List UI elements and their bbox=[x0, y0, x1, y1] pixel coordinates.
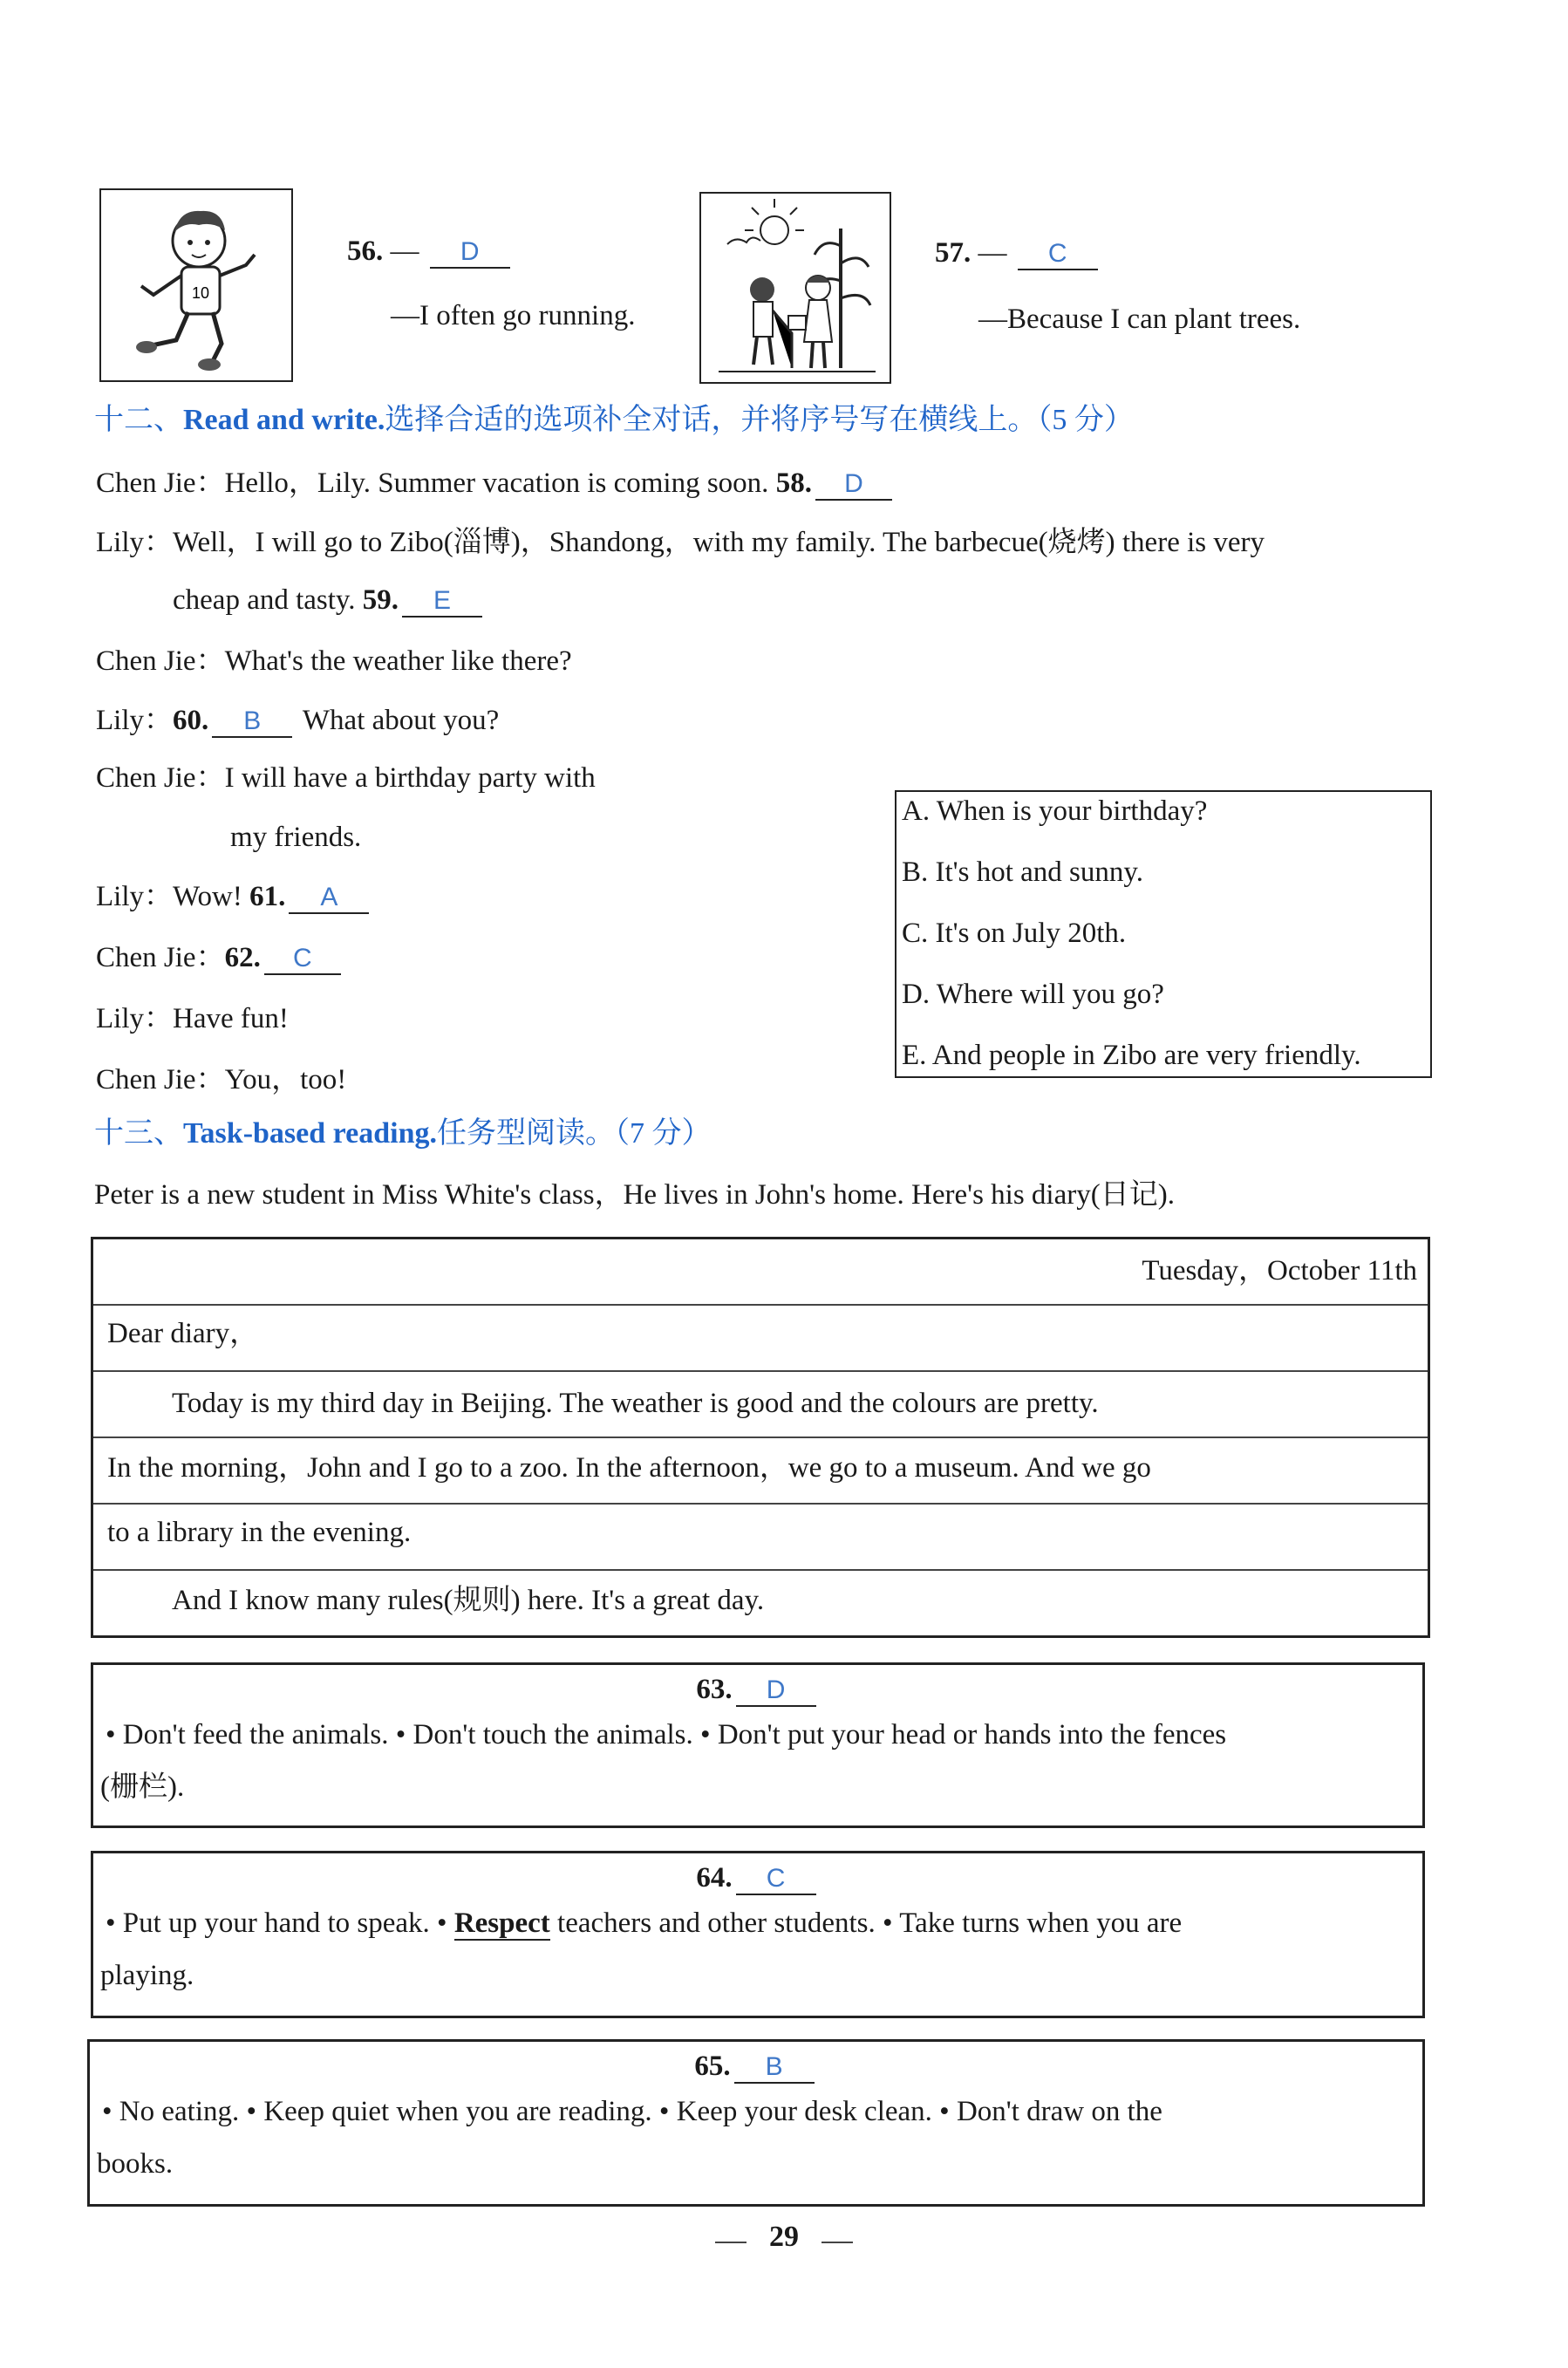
answer-63-blank[interactable]: D bbox=[736, 1675, 816, 1707]
rule-64-line-1: • Put up your hand to speak. • Respect teachers and other students. • Take turns when you are bbox=[106, 1907, 1183, 1939]
diary-box bbox=[91, 1237, 1430, 1638]
children-planting-tree-illustration bbox=[699, 192, 891, 384]
section-13-intro: Peter is a new student in Miss White's class，He lives in John's home. Here's his diary(日记). bbox=[94, 1179, 1175, 1211]
diary-line-4: And I know many rules(规则) here. It's a great day. bbox=[172, 1585, 765, 1616]
section-13-title: 十三、Task-based reading.任务型阅读。（7 分） bbox=[94, 1117, 712, 1150]
reply-56: —I often go running. bbox=[391, 300, 636, 331]
dialogue-line-3: cheap and tasty. 59. E bbox=[173, 583, 486, 618]
dialogue-line-9: Chen Jie：62. C bbox=[96, 940, 344, 975]
option-b: B. It's hot and sunny. bbox=[902, 856, 1143, 888]
boy-running-icon bbox=[101, 190, 291, 380]
rule-box-65: 65. B • No eating. • Keep quiet when you are reading. • Keep your desk clean. • Don't draw on the books. bbox=[87, 2039, 1425, 2207]
boy-running-illustration bbox=[99, 188, 293, 382]
section-12-title: 十二、Read and write.选择合适的选项补全对话，并将序号写在横线上。（5 分） bbox=[94, 404, 1134, 436]
diary-line-2: In the morning，John and I go to a zoo. In the afternoon，we go to a museum. And we go bbox=[93, 1438, 1428, 1505]
answer-64-blank[interactable]: C bbox=[736, 1864, 816, 1895]
rule-63-line-1: • Don't feed the animals. • Don't touch the animals. • Don't put your head or hands into the fences bbox=[106, 1719, 1227, 1750]
planting-tree-icon bbox=[701, 194, 890, 382]
answer-62-blank[interactable]: C bbox=[264, 944, 341, 975]
rule-64-line-2: playing. bbox=[100, 1960, 194, 1991]
dialogue-line-4: Chen Jie：What's the weather like there? bbox=[96, 645, 572, 677]
reply-57: —Because I can plant trees. bbox=[978, 304, 1301, 335]
rule-65-line-2: books. bbox=[97, 2148, 174, 2180]
answer-56-blank[interactable]: D bbox=[430, 237, 510, 269]
dialogue-line-10: Lily：Have fun! bbox=[96, 1003, 289, 1034]
dialogue-line-8: Lily：Wow! 61. A bbox=[96, 879, 372, 914]
answer-65-blank[interactable]: B bbox=[734, 2052, 815, 2084]
dialogue-line-5: Lily：60. B What about you? bbox=[96, 705, 500, 736]
answer-58-blank[interactable]: D bbox=[815, 469, 892, 501]
dialogue-line-6: Chen Jie：I will have a birthday party with bbox=[96, 762, 596, 794]
diary-date: Tuesday，October 11th bbox=[93, 1239, 1428, 1306]
rule-63-line-2: (栅栏). bbox=[100, 1771, 185, 1803]
option-c: C. It's on July 20th. bbox=[902, 918, 1127, 949]
dialogue-line-2: Lily：Well，I will go to Zibo(淄博)，Shandong，with my family. The barbecue(烧烤) there is very bbox=[96, 527, 1265, 558]
rule-box-63: 63. D • Don't feed the animals. • Don't touch the animals. • Don't put your head or hands into the fences (栅栏). bbox=[91, 1662, 1425, 1828]
diary-greeting: Dear diary， bbox=[93, 1306, 1428, 1372]
answer-57-blank[interactable]: C bbox=[1018, 239, 1098, 270]
dialogue-line-1: Chen Jie：Hello，Lily. Summer vacation is coming soon. 58. D bbox=[96, 466, 896, 501]
option-e: E. And people in Zibo are very friendly. bbox=[902, 1040, 1361, 1071]
answer-61-blank[interactable]: A bbox=[289, 883, 369, 914]
answer-59-blank[interactable]: E bbox=[402, 586, 482, 618]
shirt-number: 10 bbox=[192, 284, 210, 302]
rule-box-64: 64. C • Put up your hand to speak. • Respect teachers and other students. • Take turns when you are playing. bbox=[91, 1851, 1425, 2018]
question-57: 57. — C bbox=[935, 235, 1101, 270]
diary-line-1: Today is my third day in Beijing. The weather is good and the colours are pretty. bbox=[93, 1372, 1428, 1438]
page-number: 29 bbox=[0, 2221, 1568, 2254]
diary-line-3: to a library in the evening. bbox=[93, 1505, 1428, 1571]
option-d: D. Where will you go? bbox=[902, 979, 1164, 1010]
option-a: A. When is your birthday? bbox=[902, 795, 1208, 827]
dialogue-line-7: my friends. bbox=[230, 822, 362, 853]
options-box bbox=[895, 790, 1432, 1078]
answer-60-blank[interactable]: B bbox=[212, 706, 292, 738]
rule-65-line-1: • No eating. • Keep quiet when you are reading. • Keep your desk clean. • Don't draw on the bbox=[102, 2096, 1162, 2127]
dialogue-line-11: Chen Jie：You，too! bbox=[96, 1064, 347, 1095]
question-56: 56. — D bbox=[347, 234, 514, 269]
respect-word: Respect bbox=[453, 1907, 550, 1939]
